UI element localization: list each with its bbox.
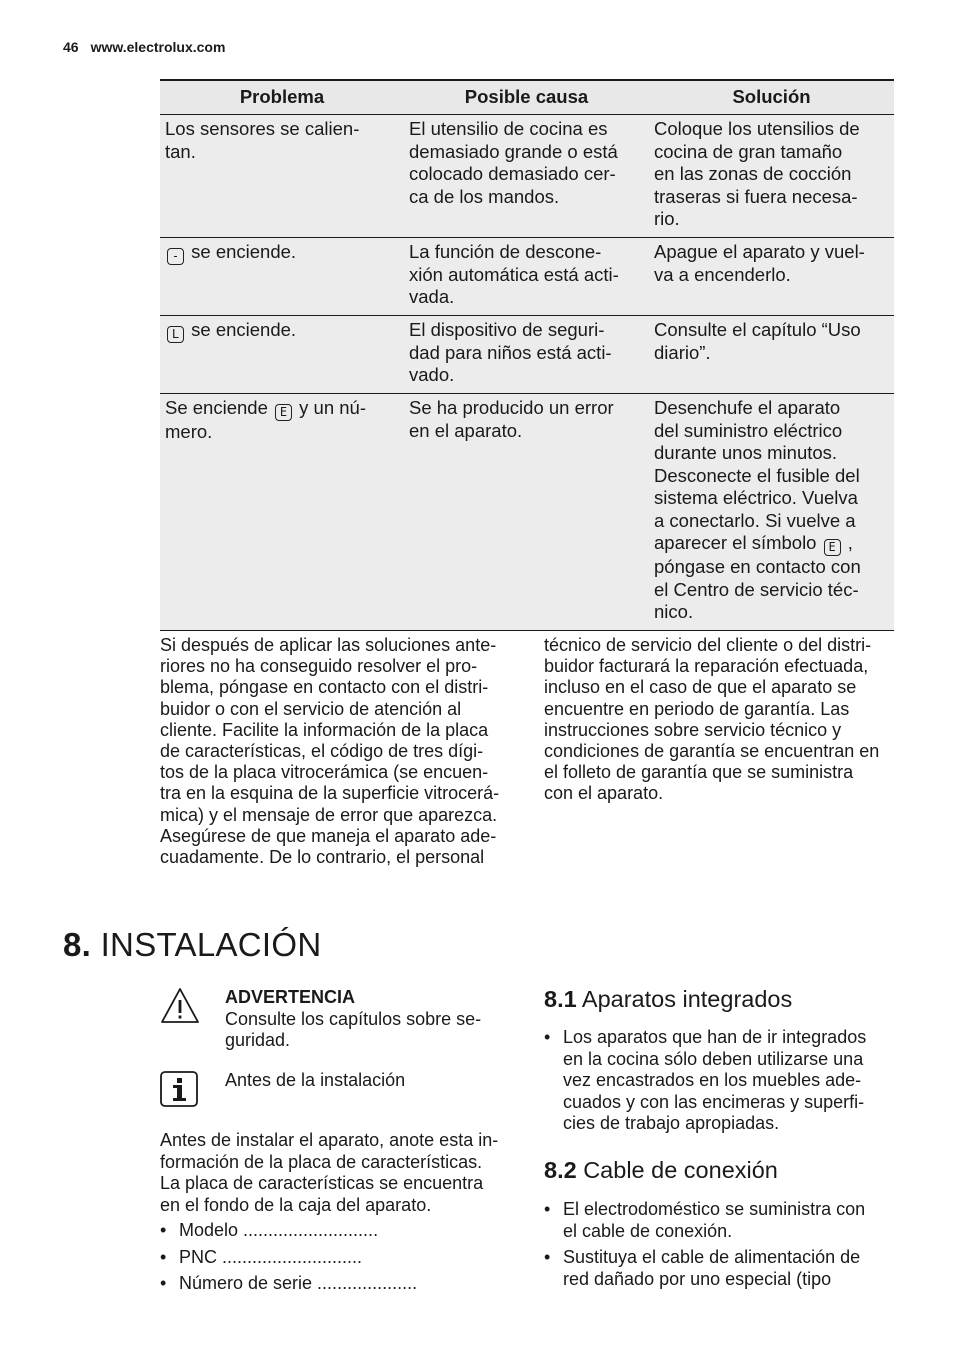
cause-cell: El dispositivo de seguri- dad para niños está acti- vado. [404,316,649,394]
section-title: 8. INSTALACIÓN [63,926,322,963]
list-item: • Los aparatos que han de ir integrados en la cocina sólo deben utilizarse una vez encastrados en los muebles ade- cuados y con las encimeras y superfi- cies de trabajo apropiadas. [544,1027,894,1135]
list-item: • PNC ............................ [160,1247,520,1269]
list-item: • Sustituya el cable de alimentación de red dañado por uno especial (tipo [544,1247,894,1290]
solution-cell: Apague el aparato y vuel- va a encenderlo. [649,238,894,316]
service-paragraph-left: Si después de aplicar las soluciones ante- riores no ha conseguido resolver el pro- blema, póngase en contacto con el distri- buidor o con el servicio de atención al cliente. Facilite la información de la placa de características, el código de tres dígi- tos de la placa vitrocerámica (se encuen- tra en la esquina de la superficie vitrocerá- mica) y el mensaje de error que aparezca. Asegúrese de que maneja el aparato ade- cuadamente. De lo contrario, el personal [160,635,500,868]
install-info-list [160,1220,520,1300]
list-item: • Número de serie .................... [160,1273,520,1295]
cause-cell: Se ha producido un error en el aparato. [404,394,649,631]
dash-symbol-icon: - [167,248,184,265]
warning-triangle-icon [160,987,200,1030]
problem-cell: - se enciende. [160,238,404,316]
info-icon [160,1070,200,1113]
problem-cell: L se enciende. [160,316,404,394]
column-header-cause: Posible causa [404,80,649,115]
list-item: • El electrodoméstico se suministra con el cable de conexión. [544,1199,894,1242]
connection-cable-list [544,1199,894,1295]
page-header [63,39,225,55]
table-header-row [160,80,894,115]
subsection-title-8-2: 8.2 Cable de conexión [544,1157,778,1183]
solution-cell: Consulte el capítulo “Uso diario”. [649,316,894,394]
solution-cell: Coloque los utensilios de cocina de gran tamaño en las zonas de cocción traseras si fuera necesa- rio. [649,115,894,238]
cause-cell: El utensilio de cocina es demasiado grande o está colocado demasiado cer- ca de los mandos. [404,115,649,238]
lock-symbol-icon: L [167,326,184,343]
page-number: 46 [63,39,79,55]
problem-cell: Los sensores se calien- tan. [160,115,404,238]
table-row [160,115,894,238]
table-row [160,394,894,631]
column-header-problem: Problema [160,80,404,115]
site-url: www.electrolux.com [90,39,226,55]
error-symbol-icon: E [275,404,292,421]
column-header-solution: Solución [649,80,894,115]
error-symbol-icon: E [824,539,841,556]
warning-title: ADVERTENCIA [225,987,356,1007]
install-intro: Antes de instalar el aparato, anote esta in- formación de la placa de características. La placa de características se encuentra en el fondo de la caja del aparato. [160,1130,499,1215]
problem-cell: Se enciende E y un nú- mero. [160,394,404,631]
troubleshooting-table [160,79,894,631]
subsection-title-8-1: 8.1 Aparatos integrados [544,986,793,1012]
list-item: • Modelo ........................... [160,1220,520,1242]
cause-cell: La función de descone- xión automática está acti- vada. [404,238,649,316]
table-row [160,316,894,394]
table-row [160,238,894,316]
service-paragraph-right: técnico de servicio del cliente o del distri- buidor facturará la reparación efectuada, incluso en el caso de que el aparato se encuentre en periodo de garantía. Las instrucciones sobre servicio técnico y condiciones de garantía se encuentran en el folleto de garantía que se suministra con el aparato. [544,635,880,804]
warning-body: ADVERTENCIA Consulte los capítulos sobre se- guridad. [225,987,515,1052]
info-text: Antes de la instalación [225,1070,406,1090]
integrated-appliances-list [544,1027,894,1140]
solution-cell: Desenchufe el aparato del suministro eléctrico durante unos minutos. Desconecte el fusible del sistema eléctrico. Vuelva a conectarlo. Si vuelve a aparecer el símbolo E , póngase en contacto con el Centro de servicio téc- nico. [649,394,894,631]
